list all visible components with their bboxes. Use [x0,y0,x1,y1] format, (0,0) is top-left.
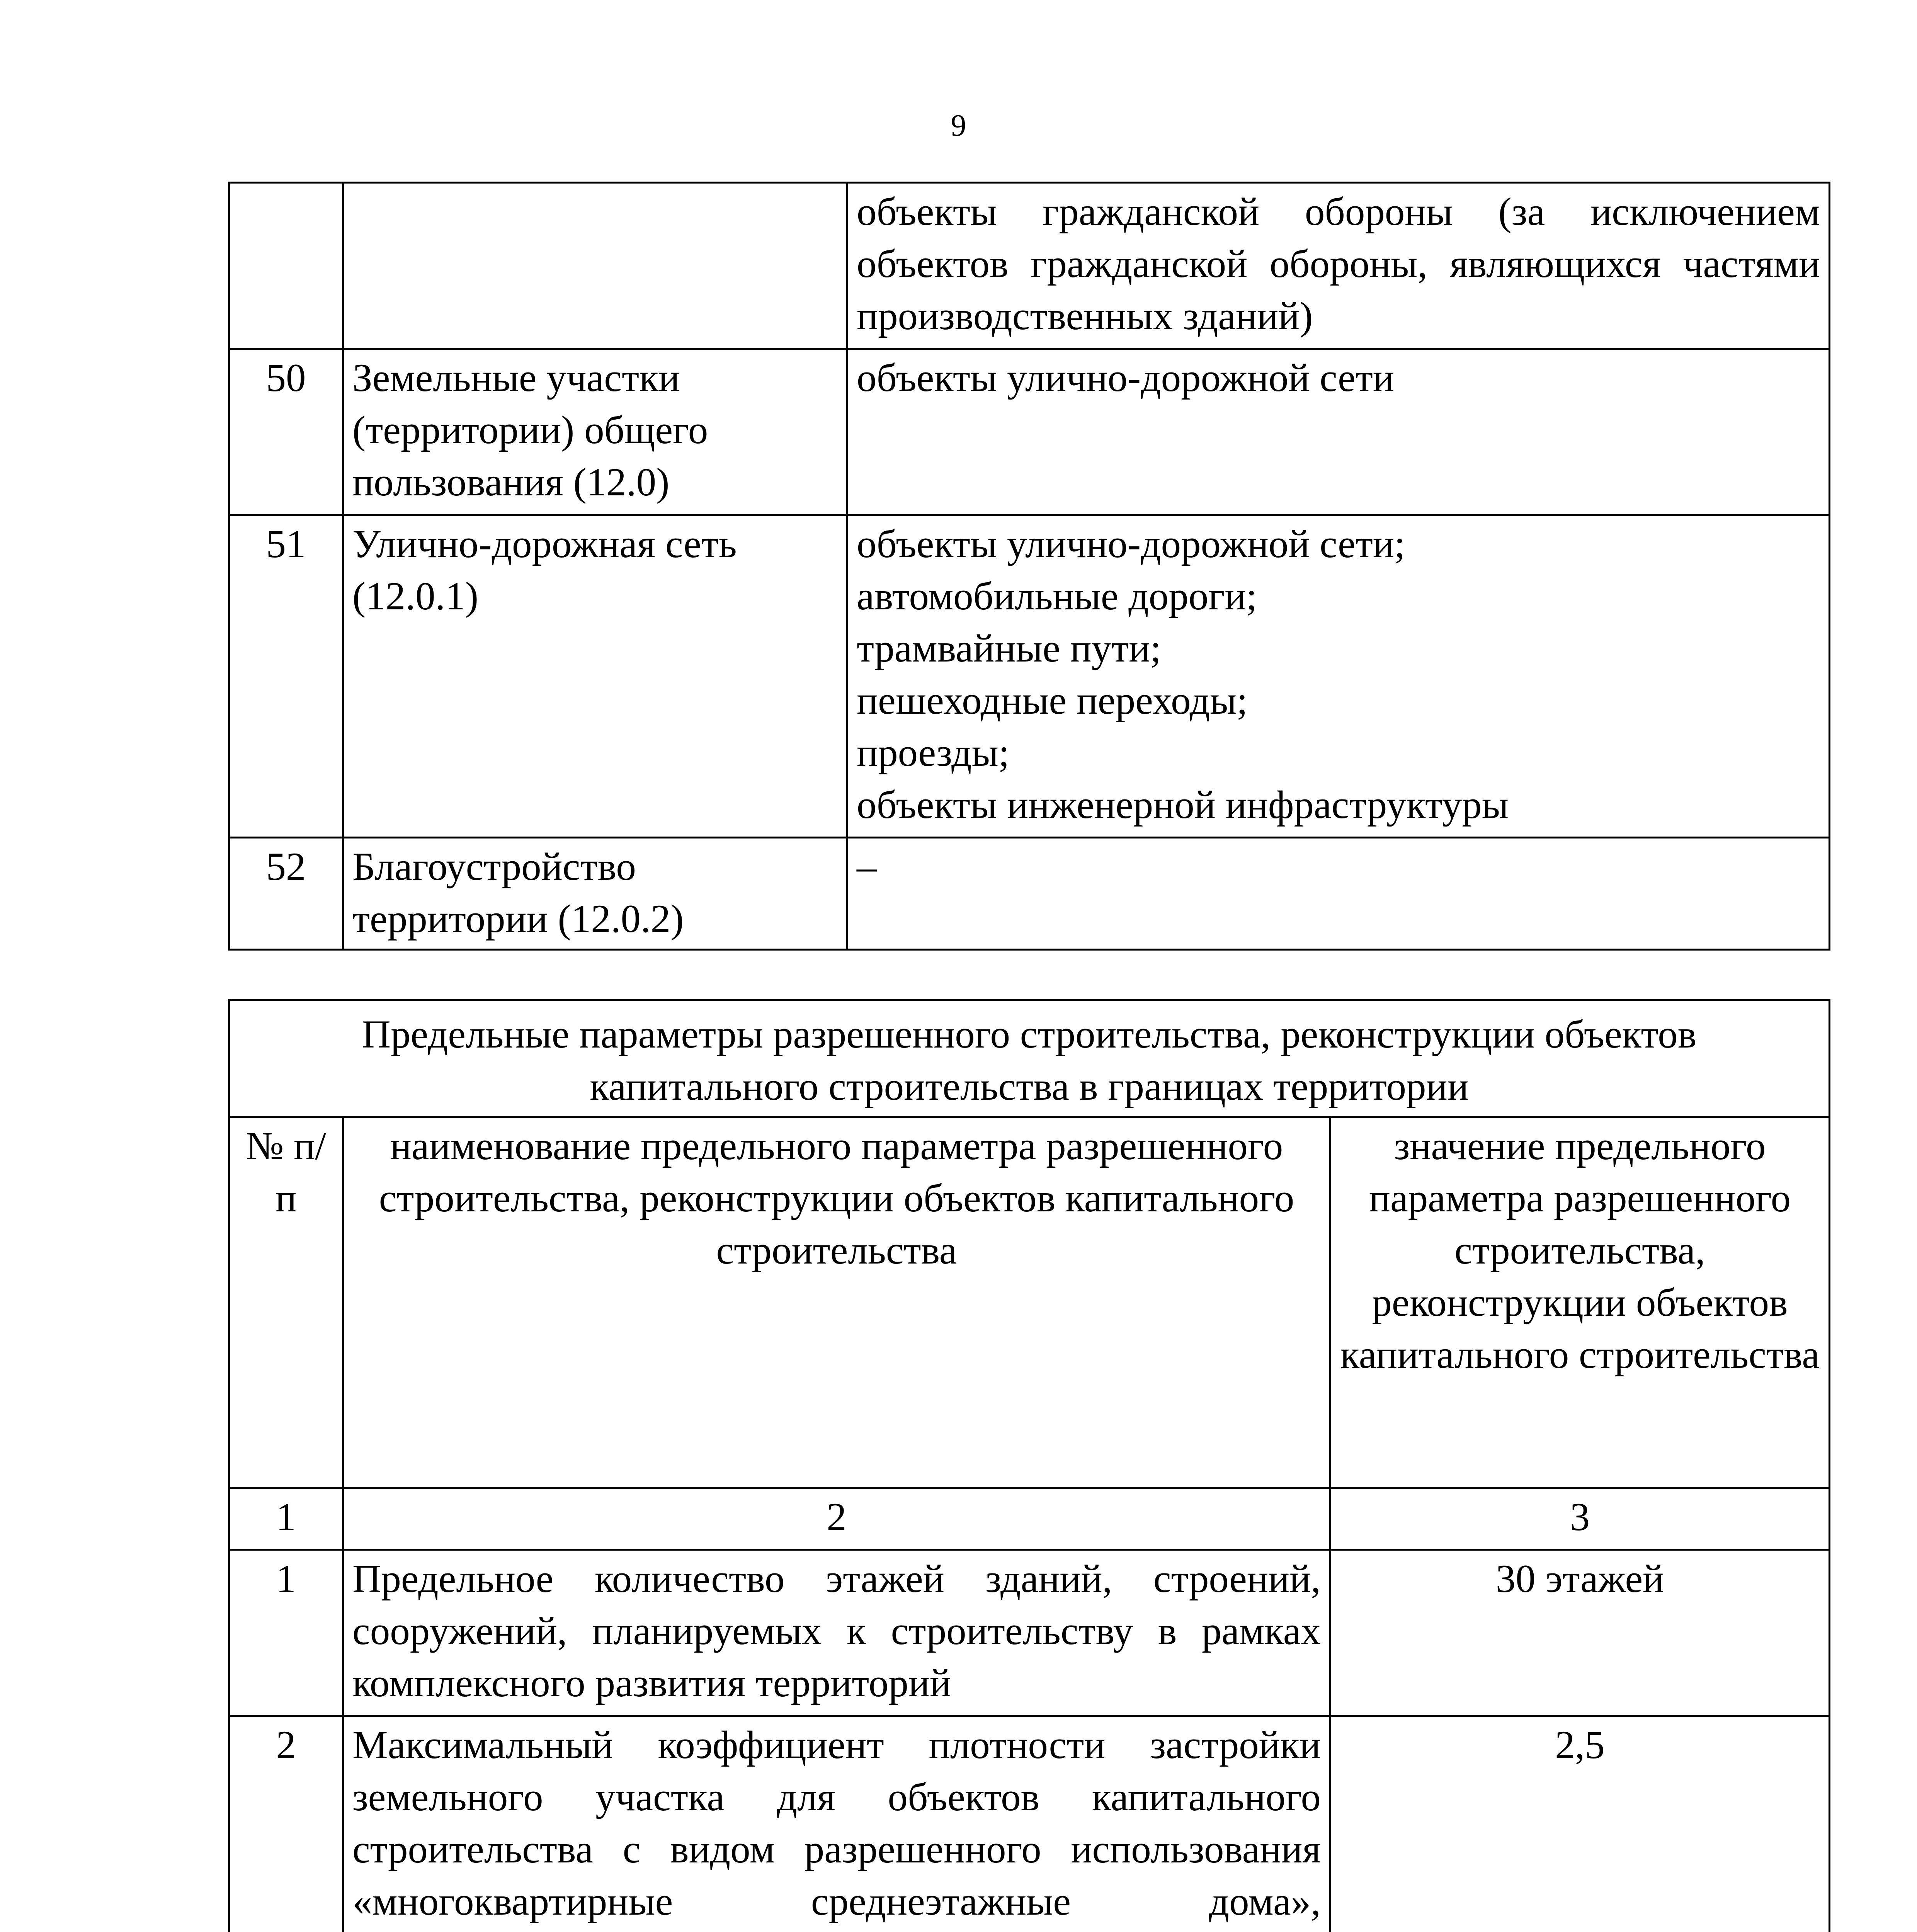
permitted-object-line: проезды; [857,731,1010,775]
permitted-object-line: объекты гражданской обороны (за исключением объектов гражданской обороны, являющихся частями производственных зданий) [857,190,1820,338]
table-title: Предельные параметры разрешенного строительства, реконструкции объектов капитального строительства в границах территории [229,1000,1830,1117]
land-use-name [343,183,847,349]
row-number: 51 [229,515,343,838]
building-parameters-table [228,999,1830,1932]
column-number: 3 [1330,1488,1830,1550]
land-use-name: Земельные участки (территории) общего пользования (12.0) [343,349,847,515]
permitted-object-line: трамвайные пути; [857,626,1161,670]
header-number: № п/п [229,1117,343,1488]
table-header-row [229,1117,1830,1488]
land-use-name: Благоустройство территории (12.0.2) [343,838,847,950]
column-number-row [229,1488,1830,1550]
table-row [229,515,1830,838]
table-row [229,1550,1830,1716]
row-number: 1 [229,1550,343,1716]
row-number [229,183,343,349]
table-row [229,183,1830,349]
table-row [229,349,1830,515]
permitted-objects [847,515,1830,838]
permitted-object-line: объекты инженерной инфраструктуры [857,783,1509,827]
header-parameter-value: значение предельного параметра разрешенного строительства, реконструкции объектов капитального строительства [1330,1117,1830,1488]
table-row [229,1716,1830,1932]
row-number: 50 [229,349,343,515]
parameter-name: Максимальный коэффициент плотности застройки земельного участка для объектов капитального строительства с видом разрешенного использования «многоквартирные среднеэтажные дома», [343,1716,1330,1932]
header-parameter-name: наименование предельного параметра разрешенного строительства, реконструкции объектов капитального строительства [343,1117,1330,1488]
permitted-object-line: пешеходные переходы; [857,679,1248,723]
permitted-object-line: объекты улично-дорожной сети; [857,522,1405,566]
parameter-name: Предельное количество этажей зданий, строений, сооружений, планируемых к строительству в рамках комплексного развития территорий [343,1550,1330,1716]
row-number: 52 [229,838,343,950]
page-number: 9 [951,109,966,143]
permitted-object-line: объекты улично-дорожной сети [857,356,1395,400]
permitted-objects [847,838,1830,950]
column-number: 2 [343,1488,1330,1550]
land-use-name: Улично-дорожная сеть (12.0.1) [343,515,847,838]
permitted-objects [847,349,1830,515]
land-use-table [228,182,1830,951]
row-number: 2 [229,1716,343,1932]
table-title-row [229,1000,1830,1117]
parameter-value: 30 этажей [1330,1550,1830,1716]
parameter-value: 2,5 [1330,1716,1830,1932]
column-number: 1 [229,1488,343,1550]
permitted-object-line: – [857,845,877,889]
table-row [229,838,1830,950]
permitted-objects [847,183,1830,349]
permitted-object-line: автомобильные дороги; [857,574,1257,618]
